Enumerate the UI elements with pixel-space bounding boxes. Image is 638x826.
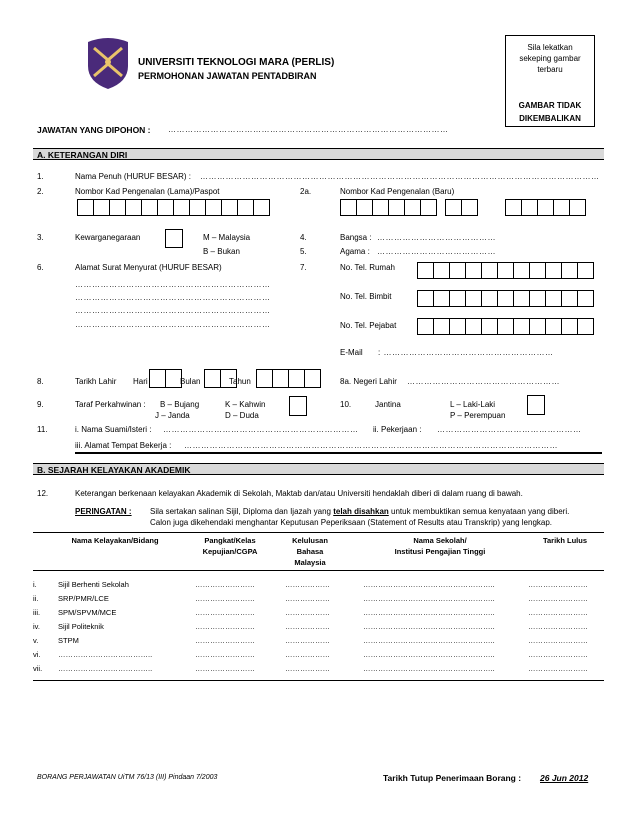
birth-state-field[interactable]: ……………………………………………… [407, 377, 560, 386]
table-row [33, 661, 604, 675]
qualification-table [33, 577, 604, 675]
row-number: ii. [33, 593, 39, 603]
q1-number: 1. [37, 172, 44, 181]
address-line-2[interactable]: …………………………………………………………… [75, 293, 271, 302]
row-grade-field[interactable]: …………………… [195, 579, 255, 589]
marital-option-b: B – Bujang [160, 400, 200, 409]
row-school-field[interactable]: …………………………………………….. [363, 663, 495, 673]
row-date-field[interactable]: …………………… [528, 607, 588, 617]
gender-label: Jantina [375, 400, 401, 409]
marital-status-box[interactable] [289, 396, 307, 416]
warning-text-2: Calon juga dikehendaki menghantar Keputusan Peperiksaan (Statement of Results atau Transkrip) yang lengkap. [150, 518, 553, 527]
marital-option-k: K – Kahwin [225, 400, 266, 409]
q3-label: Kewarganegaraan [75, 233, 141, 242]
row-school-field[interactable]: …………………………………………….. [363, 579, 495, 589]
q1-label: Nama Penuh (HURUF BESAR) : [75, 172, 192, 181]
gender-option-p: P – Perempuan [450, 411, 506, 420]
row-school-field[interactable]: …………………………………………….. [363, 649, 495, 659]
row-school-field[interactable]: …………………………………………….. [363, 593, 495, 603]
warning-text-1c: untuk membuktikan semua kenyataan yang diberi. [388, 507, 570, 516]
table-row [33, 605, 604, 619]
warning-label: PERINGATAN : [75, 507, 132, 516]
full-name-field[interactable]: …………………………………………………………………………………………………………………………… [200, 172, 600, 181]
col-bm-header-2: Bahasa [296, 547, 324, 556]
photo-note-1: GAMBAR TIDAK [518, 101, 582, 110]
home-phone-label: No. Tel. Rumah [340, 263, 395, 272]
spouse-work-address-label: iii. Alamat Tempat Bekerja : [75, 441, 172, 450]
marital-option-j: J – Janda [155, 411, 190, 420]
photo-instruction-2: sekeping gambar [519, 54, 581, 63]
mobile-phone-boxes[interactable] [417, 290, 593, 307]
dob-year-boxes[interactable] [256, 369, 320, 388]
row-number: iii. [33, 607, 41, 617]
row-bm-field[interactable]: ……………… [285, 621, 330, 631]
email-field[interactable]: : …………………………………………………… [378, 348, 554, 357]
marital-label: Taraf Perkahwinan : [75, 400, 146, 409]
q2a-label: Nombor Kad Pengenalan (Baru) [340, 187, 455, 196]
q6-label: Alamat Surat Menyurat (HURUF BESAR) [75, 263, 222, 272]
new-ic-boxes-part3[interactable] [505, 199, 585, 216]
row-qualification: STPM [58, 635, 79, 645]
photo-instruction-3: terbaru [537, 65, 563, 74]
q3-number: 3. [37, 233, 44, 242]
col-grade-header-1: Pangkat/Kelas [204, 536, 256, 545]
uitm-logo [84, 36, 132, 90]
row-number: iv. [33, 621, 40, 631]
race-label: Bangsa : [340, 233, 372, 242]
spouse-job-label: ii. Pekerjaan : [373, 425, 422, 434]
section-a-header: A. KETERANGAN DIRI [33, 148, 604, 160]
row-grade-field[interactable]: …………………… [195, 635, 255, 645]
position-field[interactable]: ……………………………………………………………………………………… [168, 125, 449, 134]
mobile-phone-label: No. Tel. Bimbit [340, 292, 392, 301]
q12-number: 12. [37, 489, 49, 498]
col-date-header: Tarikh Lulus [542, 536, 588, 545]
position-label: JAWATAN YANG DIPOHON : [37, 125, 151, 135]
dob-label: Tarikh Lahir [75, 377, 117, 386]
new-ic-boxes-part1[interactable] [340, 199, 436, 216]
new-ic-boxes-part2[interactable] [445, 199, 477, 216]
university-title: UNIVERSITI TEKNOLOGI MARA (PERLIS) [138, 57, 335, 68]
deadline-label: Tarikh Tutup Penerimaan Borang : [383, 773, 522, 783]
office-phone-boxes[interactable] [417, 318, 593, 335]
row-grade-field[interactable]: …………………… [195, 663, 255, 673]
row-date-field[interactable]: …………………… [528, 663, 588, 673]
section-a-divider [75, 452, 602, 454]
row-qualification: SRP/PMR/LCE [58, 593, 109, 603]
citizenship-box[interactable] [165, 229, 183, 248]
table-row [33, 647, 604, 661]
gender-option-l: L – Laki-Laki [450, 400, 496, 409]
table-row [33, 619, 604, 633]
row-qualification: Sijil Politeknik [58, 621, 104, 631]
row-qualification[interactable]: ……………………………….. [58, 663, 153, 673]
q2-number: 2. [37, 187, 44, 196]
religion-field[interactable]: …………………………………… [377, 247, 496, 256]
form-code: BORANG PERJAWATAN UiTM 76/13 (III) Pindaan 7/2003 [37, 774, 218, 781]
row-qualification[interactable]: ……………………………….. [58, 649, 153, 659]
row-date-field[interactable]: …………………… [528, 621, 588, 631]
warning-emphasis: telah disahkan [333, 507, 389, 516]
dob-day-boxes[interactable] [149, 369, 181, 388]
q6-number: 6. [37, 263, 44, 272]
row-grade-field[interactable]: …………………… [195, 607, 255, 617]
table-row [33, 591, 604, 605]
table-row [33, 577, 604, 591]
row-qualification: SPM/SPVM/MCE [58, 607, 117, 617]
q2a-number: 2a. [300, 187, 312, 196]
row-school-field[interactable]: …………………………………………….. [363, 621, 495, 631]
address-line-1[interactable]: …………………………………………………………… [75, 280, 271, 289]
spouse-work-address-field[interactable]: …………………………………………………………………………………………………………………… [184, 441, 558, 450]
row-number: i. [33, 579, 37, 589]
address-line-3[interactable]: …………………………………………………………… [75, 306, 271, 315]
row-qualification: Sijil Berhenti Sekolah [58, 579, 129, 589]
row-bm-field[interactable]: ……………… [285, 649, 330, 659]
citizenship-option-b: B – Bukan [203, 247, 240, 256]
home-phone-boxes[interactable] [417, 262, 593, 279]
col-qualification-header: Nama Kelayakan/Bidang [71, 536, 159, 545]
row-date-field[interactable]: …………………… [528, 593, 588, 603]
dob-year-label: Tahun [229, 377, 251, 386]
table-header-line [33, 570, 604, 571]
dob-day-label: Hari [133, 377, 148, 386]
row-date-field[interactable]: …………………… [528, 579, 588, 589]
religion-label: Agama : [340, 247, 370, 256]
gender-box[interactable] [527, 395, 545, 415]
table-top-line [33, 532, 604, 533]
table-row [33, 633, 604, 647]
office-phone-label: No. Tel. Pejabat [340, 321, 397, 330]
q5-number: 5. [300, 247, 307, 256]
row-bm-field[interactable]: ……………… [285, 607, 330, 617]
row-bm-field[interactable]: ……………… [285, 663, 330, 673]
race-field[interactable]: …………………………………… [377, 233, 496, 242]
row-date-field[interactable]: …………………… [528, 635, 588, 645]
q2-label: Nombor Kad Pengenalan (Lama)/Paspot [75, 187, 220, 196]
row-number: vi. [33, 649, 41, 659]
q8-number: 8. [37, 377, 44, 386]
row-date-field[interactable]: …………………… [528, 649, 588, 659]
birth-state-label: 8a. Negeri Lahir [340, 377, 397, 386]
dob-month-label: Bulan [180, 377, 201, 386]
spouse-name-label: i. Nama Suami/Isteri : [75, 425, 152, 434]
row-school-field[interactable]: …………………………………………….. [363, 635, 495, 645]
section-b-header: B. SEJARAH KELAYAKAN AKADEMIK [33, 463, 604, 475]
row-bm-field[interactable]: ……………… [285, 579, 330, 589]
photo-instruction-1: Sila lekatkan [527, 43, 573, 52]
form-title: PERMOHONAN JAWATAN PENTADBIRAN [138, 71, 317, 81]
col-school-header-2: Institusi Pengajian Tinggi [394, 547, 486, 556]
col-school-header-1: Nama Sekolah/ [413, 536, 467, 545]
row-grade-field[interactable]: …………………… [195, 649, 255, 659]
row-number: v. [33, 635, 39, 645]
row-number: vii. [33, 663, 43, 673]
old-ic-boxes[interactable] [77, 199, 269, 216]
q7-number: 7. [300, 263, 307, 272]
q12-text: Keterangan berkenaan kelayakan Akademik di Sekolah, Maktab dan/atau Universiti hendaklah diberi di dalam ruang di bawah. [75, 489, 523, 498]
q4-number: 4. [300, 233, 307, 242]
spouse-job-field[interactable]: …………………………………………… [437, 425, 582, 434]
row-school-field[interactable]: …………………………………………….. [363, 607, 495, 617]
marital-option-d: D – Duda [225, 411, 259, 420]
citizenship-option-m: M – Malaysia [203, 233, 251, 242]
q11-number: 11. [37, 425, 48, 434]
col-bm-header-1: Kelulusan [292, 536, 328, 545]
photo-note-2: DIKEMBALIKAN [519, 114, 581, 123]
q10-number: 10. [340, 400, 352, 409]
warning-text-1a: Sila sertakan salinan Sijil, Diploma dan Ijazah yang [150, 507, 334, 516]
row-bm-field[interactable]: ……………… [285, 635, 330, 645]
q9-number: 9. [37, 400, 44, 409]
row-grade-field[interactable]: …………………… [195, 593, 255, 603]
photo-box [505, 35, 595, 127]
email-label: E-Mail [340, 348, 363, 357]
row-grade-field[interactable]: …………………… [195, 621, 255, 631]
table-bottom-line [33, 680, 604, 681]
deadline-value: 26 Jun 2012 [540, 773, 589, 783]
warning-text-1 [150, 507, 569, 516]
col-bm-header-3: Malaysia [294, 558, 326, 567]
spouse-name-field[interactable]: …………………………………………………………… [163, 425, 359, 434]
col-grade-header-2: Kepujian/CGPA [202, 547, 258, 556]
address-line-4[interactable]: …………………………………………………………… [75, 320, 271, 329]
row-bm-field[interactable]: ……………… [285, 593, 330, 603]
